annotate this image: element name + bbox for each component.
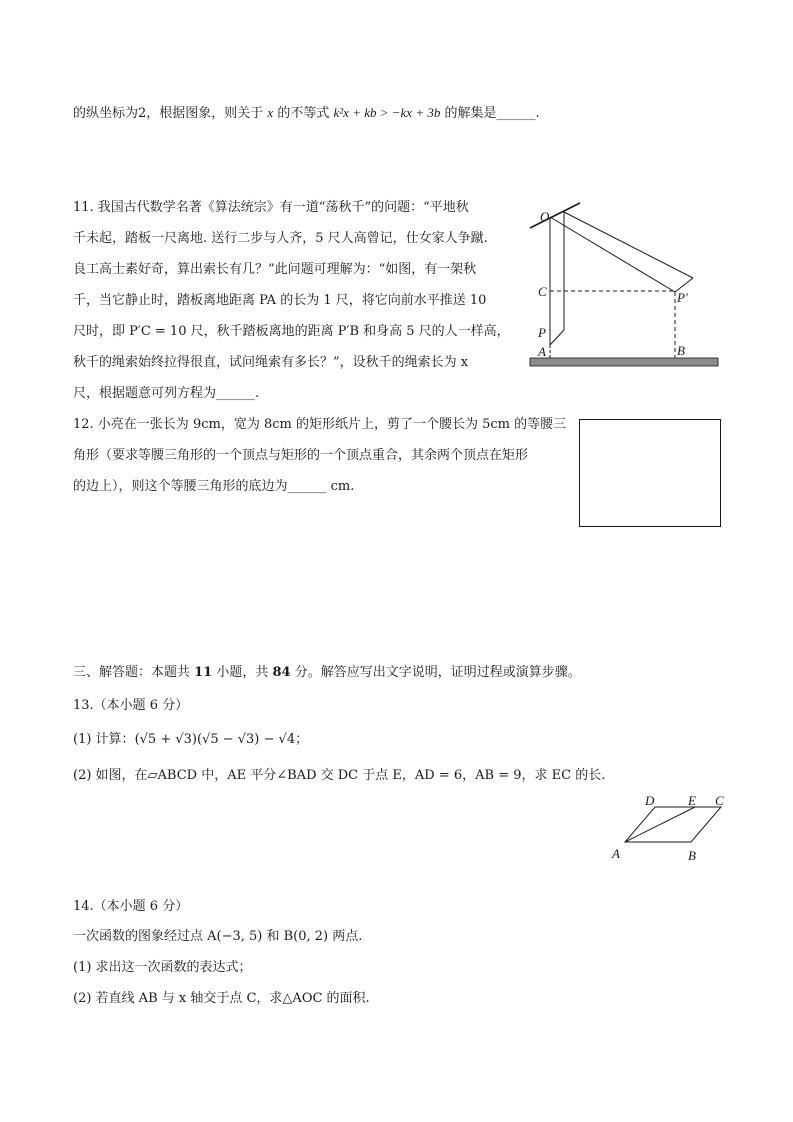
section3-heading: 三、解答题：本题共 11 小题，共 84 分。解答应写出文字说明，证明过程或演算步骤。 — [73, 665, 581, 680]
label-A: A — [538, 344, 546, 359]
q12-line: 角形（要求等腰三角形的一个顶点与矩形的一个顶点重合，其余两个顶点在矩形 — [73, 448, 529, 463]
label-E: E — [688, 793, 696, 808]
q13-header: 13.（本小题 6 分） — [73, 698, 189, 713]
q12-line: 12. 小亮在一张长为 9cm，宽为 8cm 的矩形纸片上，剪了一个腰长为 5cm 的等腰三 — [73, 417, 567, 432]
q13-expression: (√5 + √3)(√5 − √3) − √4； — [134, 732, 309, 747]
q14-header: 14.（本小题 6 分） — [73, 899, 189, 914]
label-P-prime: P′ — [677, 290, 688, 305]
q10-tail: 的纵坐标为2，根据图象，则关于 x 的不等式 k²x + kb > −kx + 3b 的解集是______. — [73, 105, 540, 121]
label-B2: B — [688, 848, 696, 863]
q11-line: 秋千的绳索始终拉得很直，试问绳索有多长？”，设秋千的绳索长为 x — [73, 355, 469, 370]
q14-line2: (1) 求出这一次函数的表达式； — [73, 960, 252, 975]
q11-line: 尺，根据题意可列方程为______. — [73, 386, 260, 401]
q14-line1: 一次函数的图象经过点 A(−3, 5) 和 B(0, 2) 两点. — [73, 929, 363, 944]
q14-line3: (2) 若直线 AB 与 x 轴交于点 C，求△AOC 的面积. — [73, 991, 370, 1006]
label-C: C — [538, 284, 547, 299]
label-B: B — [677, 343, 685, 358]
q13-part2: (2) 如图，在▱ABCD 中，AE 平分∠BAD 交 DC 于点 E，AD = 6，AB = 9，求 EC 的长. — [73, 768, 606, 783]
label-C2: C — [715, 793, 724, 808]
q11-line: 千，当它静止时，踏板离地距离 PA 的长为 1 尺，将它向前水平推送 10 — [73, 293, 487, 308]
q11-line: 千未起，踏板一尺离地. 送行二步与人齐，5 尺人高曾记，仕女家人争蹴. — [73, 231, 488, 246]
q12-rectangle-figure — [579, 419, 721, 527]
q11-swing-figure — [520, 195, 725, 375]
label-P: P — [538, 325, 546, 340]
q10-inequality: k²x + kb > −kx + 3b — [333, 105, 441, 120]
label-A2: A — [612, 846, 620, 861]
label-D: D — [645, 793, 655, 808]
q11-line: 11. 我国古代数学名著《算法统宗》有一道“荡秋千”的问题：“平地秋 — [73, 200, 469, 215]
q13-part1: (1) 计算：(√5 + √3)(√5 − √3) − √4； — [73, 732, 309, 747]
q13-parallelogram-figure — [605, 790, 735, 865]
q11-line: 良工高士素好奇，算出索长有几？”此问题可理解为：“如图，有一架秋 — [73, 262, 477, 277]
q11-line: 尺时，即 P′C = 10 尺，秋千踏板离地的距离 P′B 和身高 5 尺的人一样高， — [73, 324, 510, 339]
label-O: O — [540, 209, 550, 224]
q12-line: 的边上），则这个等腰三角形的底边为______ cm. — [73, 479, 355, 494]
